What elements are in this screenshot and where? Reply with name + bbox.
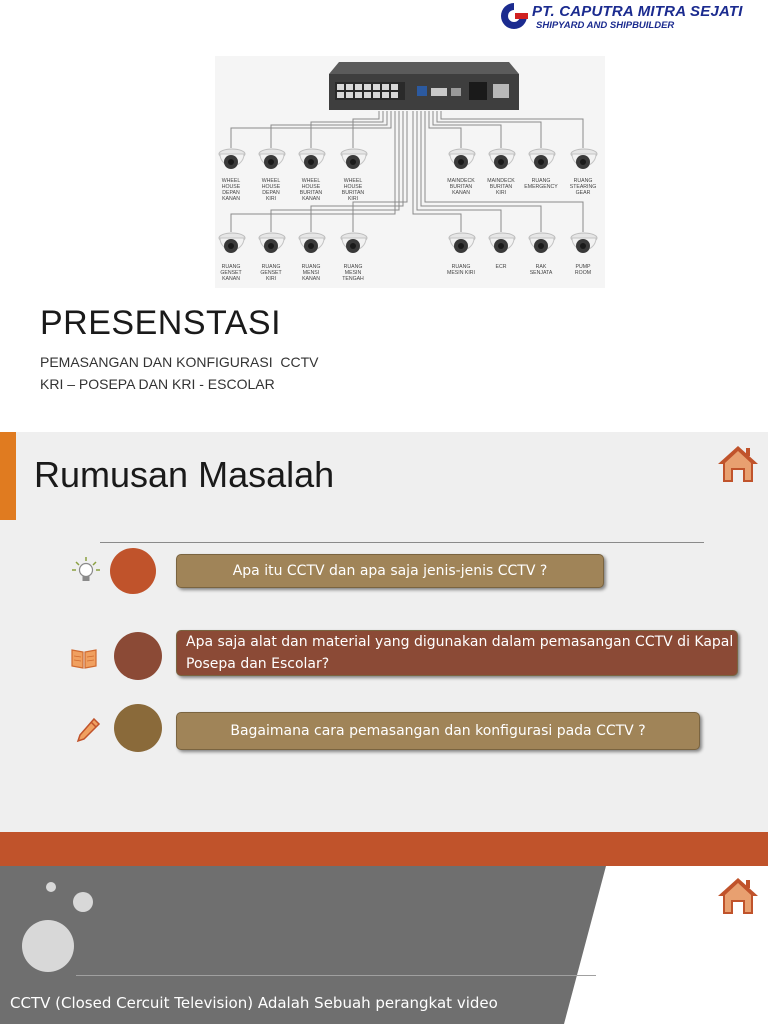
presentation-subtitle-line-1: PEMASANGAN DAN KONFIGURASI CCTV	[40, 354, 319, 370]
camera-label: RUANG MESIN TENGAH	[342, 264, 364, 282]
lightbulb-icon	[72, 556, 100, 584]
dome-camera-icon	[447, 230, 477, 260]
pencil-icon	[74, 716, 102, 744]
dome-camera-icon	[487, 146, 517, 176]
question-marker	[114, 704, 162, 752]
camera-label: RUANG GENSET KANAN	[220, 264, 242, 282]
body-text: CCTV (Closed Cercuit Television) Adalah Sebuah perangkat video	[10, 994, 498, 1012]
camera-label: MAINDECK BURITAN KANAN	[447, 178, 475, 196]
camera-label: WHEEL HOUSE BURITAN KIRI	[341, 178, 365, 202]
question-text: Apa itu CCTV dan apa saja jenis-jenis CCTV ?	[232, 563, 548, 579]
cctv-network-diagram	[215, 56, 605, 288]
dome-camera-icon	[339, 230, 369, 260]
dvr-recorder-image	[325, 58, 521, 114]
dome-camera-icon	[217, 230, 247, 260]
company-tagline: SHIPYARD AND SHIPBUILDER	[536, 20, 675, 31]
camera-label: WHEEL HOUSE DEPAN KANAN	[221, 178, 241, 202]
question-text: Apa saja alat dan material yang digunakan dalam pemasangan CCTV di Kapal Posepa dan Escolar?	[186, 634, 734, 672]
dome-camera-icon	[297, 230, 327, 260]
company-logo-icon	[498, 1, 530, 31]
camera-label: WHEEL HOUSE DEPAN KIRI	[261, 178, 281, 202]
slide-rumusan-masalah	[0, 432, 768, 832]
slide-title: Rumusan Masalah	[34, 454, 335, 495]
camera-label: RUANG GENSET KIRI	[260, 264, 282, 282]
dome-camera-icon	[257, 146, 287, 176]
camera-label: RAK SENJATA	[529, 264, 553, 276]
camera-label: WHEEL HOUSE BURITAN KANAN	[299, 178, 323, 202]
home-icon[interactable]	[716, 442, 760, 486]
question-box-1[interactable]	[176, 554, 604, 588]
dome-camera-icon	[257, 230, 287, 260]
presentation-title: PRESENSTASI	[40, 304, 282, 342]
dome-camera-icon	[339, 146, 369, 176]
home-icon[interactable]	[716, 874, 760, 918]
presentation-subtitle-line-2: KRI – POSEPA DAN KRI - ESCOLAR	[40, 376, 275, 392]
dome-camera-icon	[527, 146, 557, 176]
divider-line	[100, 542, 704, 543]
company-logo	[496, 0, 768, 36]
dome-camera-icon	[217, 146, 247, 176]
slide-title	[0, 0, 768, 432]
title-accent-bar	[0, 432, 16, 520]
question-box-3[interactable]	[176, 712, 700, 750]
dome-camera-icon	[569, 146, 599, 176]
question-box-2[interactable]	[176, 630, 738, 676]
dome-camera-icon	[487, 230, 517, 260]
dome-camera-icon	[527, 230, 557, 260]
slide-cctv-definition	[0, 832, 768, 1024]
camera-label: ECR	[495, 264, 507, 270]
divider-line	[76, 975, 596, 976]
question-marker	[114, 632, 162, 680]
question-text: Bagaimana cara pemasangan dan konfigurasi pada CCTV ?	[230, 723, 646, 739]
decorative-circles	[0, 866, 120, 996]
camera-label: RUANG MENSI KANAN	[301, 264, 321, 282]
book-icon	[70, 644, 98, 672]
camera-label: PUMP ROOM	[574, 264, 592, 276]
camera-label: RUANG EMERGENCY	[524, 178, 558, 190]
camera-label: RUANG MESIN KIRI	[447, 264, 475, 276]
dome-camera-icon	[297, 146, 327, 176]
header-band	[0, 832, 768, 866]
camera-label: MAINDECK BURITAN KIRI	[487, 178, 515, 196]
dome-camera-icon	[447, 146, 477, 176]
dome-camera-icon	[569, 230, 599, 260]
question-marker	[110, 548, 156, 594]
camera-label: RUANG STEARING GEAR	[569, 178, 597, 196]
company-name: PT. CAPUTRA MITRA SEJATI	[532, 3, 743, 20]
